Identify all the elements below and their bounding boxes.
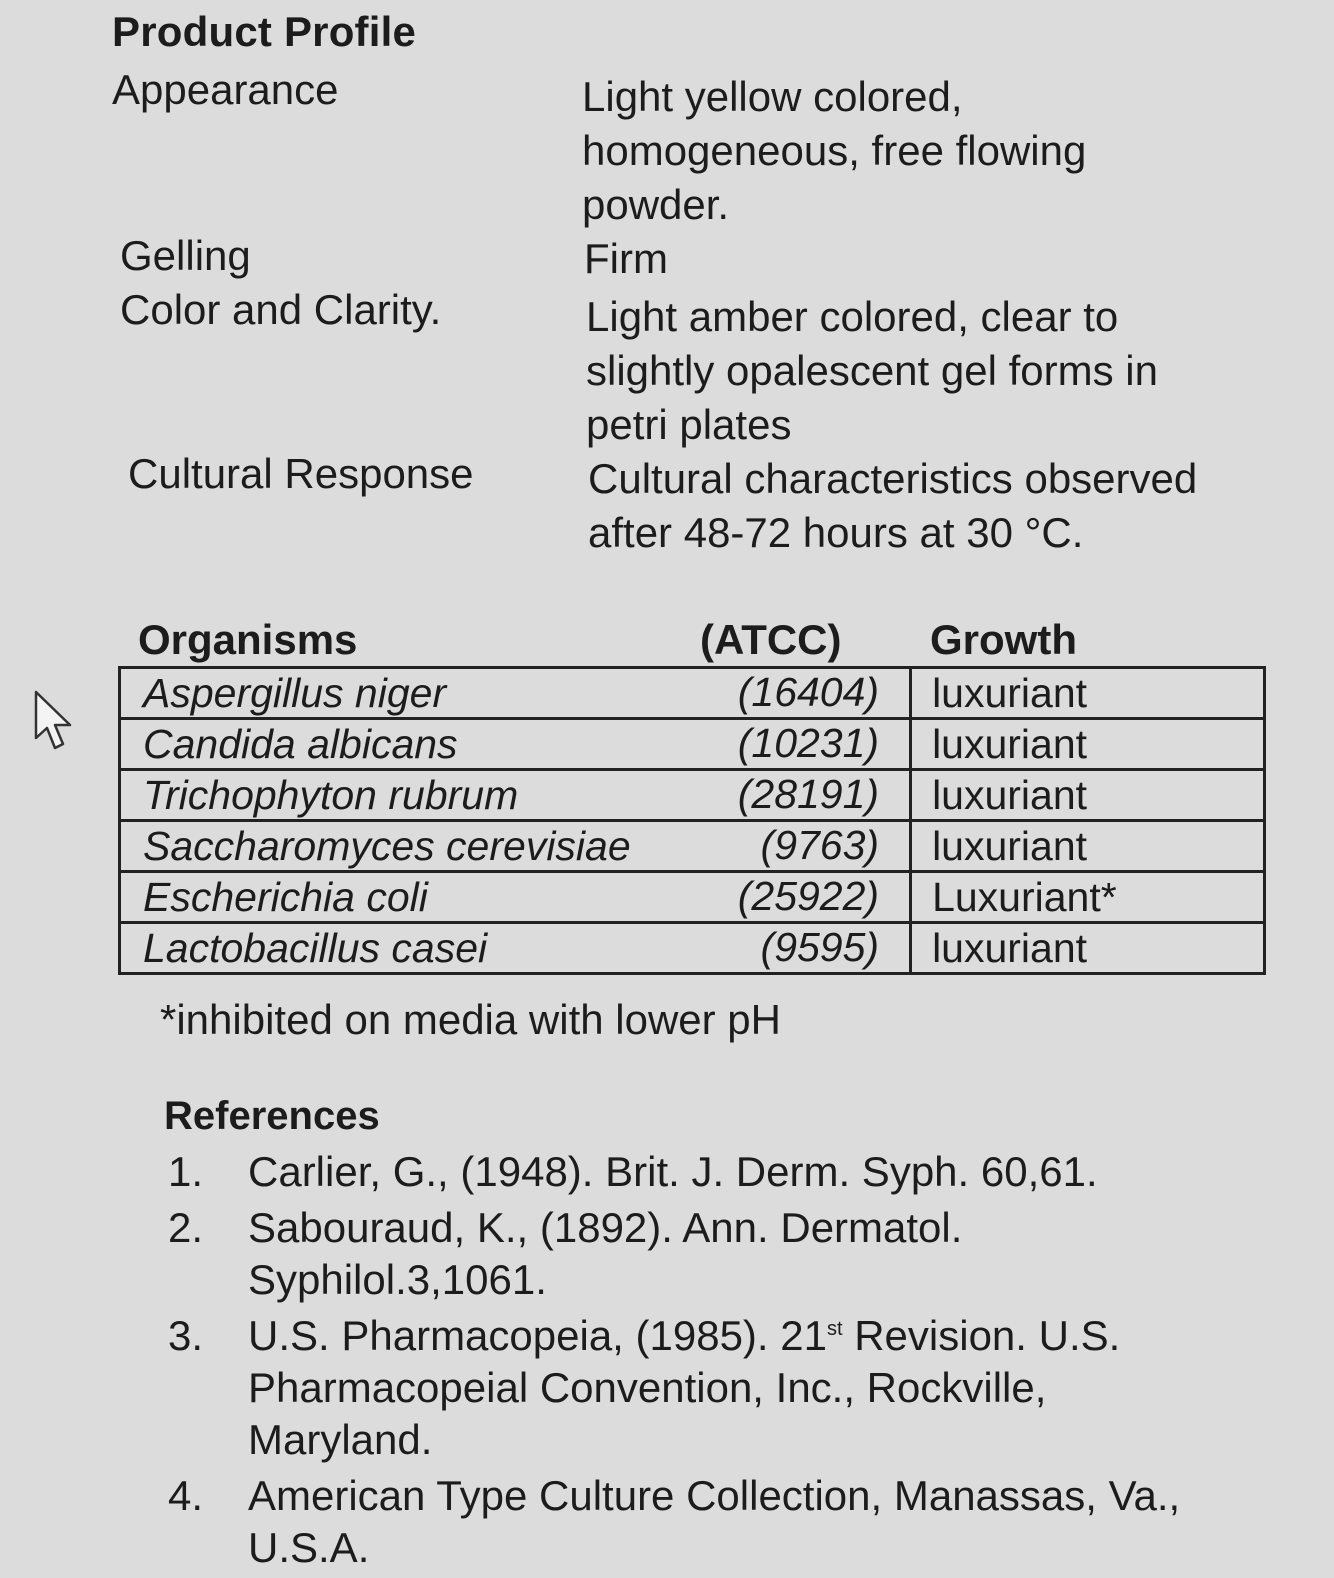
arrow-pointer-icon	[34, 690, 82, 752]
organism-cell	[120, 719, 911, 770]
atcc-number: (10231)	[737, 720, 880, 766]
reference-item	[164, 1146, 1224, 1198]
table-row	[120, 668, 1265, 719]
atcc-number: (28191)	[737, 771, 880, 817]
profile-value: Light yellow colored, homogeneous, free flowing powder.	[582, 73, 1087, 228]
references-title: References	[164, 1094, 380, 1138]
organism-cell	[120, 770, 911, 821]
column-header-atcc: (ATCC)	[700, 616, 842, 663]
atcc-number: (9595)	[760, 924, 880, 970]
organism-name: Saccharomyces cerevisiae	[143, 823, 631, 869]
reference-text: Sabouraud, K., (1892). Ann. Dermatol. Syphilol.3,1061.	[248, 1204, 963, 1303]
column-header-growth: Growth	[930, 616, 1077, 663]
growth-cell: luxuriant	[911, 668, 1265, 719]
profile-label: Cultural Response	[128, 450, 474, 497]
organism-name: Candida albicans	[143, 721, 458, 767]
reference-item	[164, 1202, 1224, 1306]
reference-number: 2.	[168, 1204, 204, 1251]
growth-cell: luxuriant	[911, 770, 1265, 821]
table-row	[120, 770, 1265, 821]
reference-text: American Type Culture Collection, Manassas, Va., U.S.A.	[248, 1472, 1181, 1571]
reference-superscript: st	[826, 1318, 843, 1340]
growth-cell: luxuriant	[911, 923, 1265, 974]
reference-item	[164, 1470, 1224, 1574]
organism-cell	[120, 668, 911, 719]
reference-text-end: Revision. U.S. Pharmacopeial Convention, Inc., Rockville, Maryland.	[248, 1312, 1121, 1463]
organisms-table	[118, 666, 1266, 975]
atcc-number: (16404)	[737, 669, 880, 715]
reference-number: 4.	[168, 1472, 204, 1519]
table-row	[120, 923, 1265, 974]
product-profile-title: Product Profile	[112, 8, 417, 55]
organism-cell	[120, 872, 911, 923]
profile-value: Light amber colored, clear to slightly opalescent gel forms in petri plates	[586, 293, 1158, 448]
organism-name: Trichophyton rubrum	[143, 772, 519, 818]
atcc-number: (25922)	[737, 873, 880, 919]
atcc-number: (9763)	[760, 822, 880, 868]
column-header-organisms: Organisms	[138, 616, 358, 663]
profile-label: Color and Clarity.	[120, 286, 442, 333]
reference-text-start: U.S. Pharmacopeia, (1985). 21	[248, 1312, 827, 1359]
growth-cell: luxuriant	[911, 821, 1265, 872]
table-row	[120, 872, 1265, 923]
references-list	[164, 1146, 1224, 1578]
table-row	[120, 821, 1265, 872]
growth-cell: luxuriant	[911, 719, 1265, 770]
table-footnote: *inhibited on media with lower pH	[160, 996, 781, 1043]
organism-cell	[120, 821, 911, 872]
organism-name: Aspergillus niger	[143, 670, 447, 716]
profile-label: Gelling	[120, 232, 251, 279]
reference-number: 1.	[168, 1148, 204, 1195]
profile-label: Appearance	[112, 66, 339, 113]
organism-cell	[120, 923, 911, 974]
reference-item	[164, 1310, 1224, 1466]
organism-name: Escherichia coli	[143, 874, 428, 920]
profile-value: Cultural characteristics observed after 48-72 hours at 30 °C.	[588, 455, 1198, 556]
reference-number: 3.	[168, 1312, 204, 1359]
profile-value: Firm	[584, 235, 668, 282]
organism-name: Lactobacillus casei	[143, 925, 488, 971]
reference-text: Carlier, G., (1948). Brit. J. Derm. Syph. 60,61.	[248, 1148, 1098, 1195]
table-row	[120, 719, 1265, 770]
growth-cell: Luxuriant*	[911, 872, 1265, 923]
